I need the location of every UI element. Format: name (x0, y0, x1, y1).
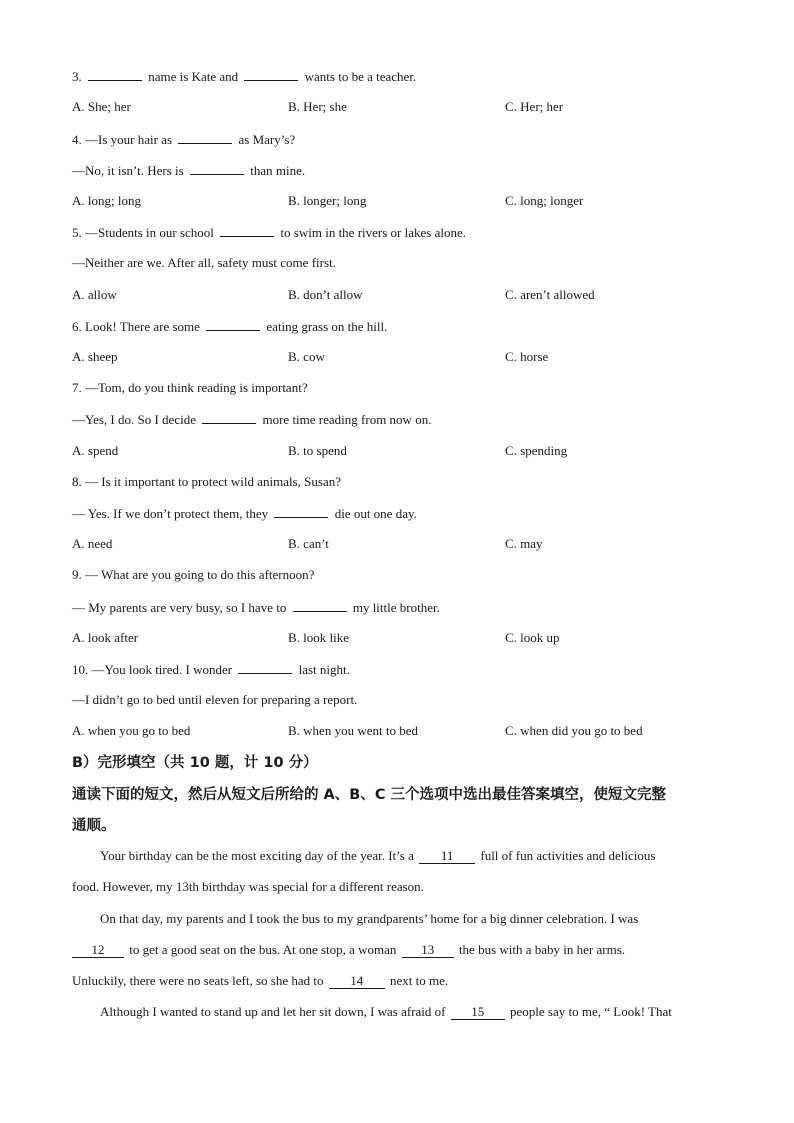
question-3-options (72, 99, 732, 115)
option-a[interactable]: A. sheep (72, 349, 118, 364)
passage-line: food. However, my 13th birthday was special for a different reason. (72, 879, 424, 894)
question-6-options (72, 349, 732, 365)
answer-blank (220, 224, 274, 237)
question-5-reply: —Neither are we. After all, safety must come first. (72, 255, 336, 270)
question-10-reply: —I didn’t go to bed until eleven for preparing a report. (72, 692, 358, 707)
cloze-blank-15[interactable]: 15 (451, 1005, 505, 1020)
option-c[interactable]: C. may (505, 536, 543, 551)
option-a[interactable]: A. need (72, 536, 113, 551)
option-b[interactable]: B. Her; she (288, 99, 347, 114)
cloze-blank-13[interactable]: 13 (402, 943, 454, 958)
section-b-instructions-line2: 通顺。 (72, 818, 116, 834)
question-9-options (72, 630, 732, 646)
question-7-stem: 7. —Tom, do you think reading is important? (72, 380, 308, 395)
question-5-options (72, 287, 732, 303)
answer-blank (88, 68, 142, 81)
question-10-stem: 10. —You look tired. I wonder last night. (72, 662, 350, 677)
cloze-blank-11[interactable]: 11 (419, 849, 475, 864)
option-b[interactable]: B. look like (288, 630, 350, 645)
option-c[interactable]: C. when did you go to bed (505, 723, 643, 738)
question-9-reply: — My parents are very busy, so I have to my little brother. (72, 600, 440, 615)
option-a[interactable]: A. She; her (72, 99, 131, 114)
option-a[interactable]: A. look after (72, 630, 139, 645)
cloze-blank-14[interactable]: 14 (329, 974, 385, 989)
option-b[interactable]: B. to spend (288, 443, 347, 458)
question-10-options (72, 723, 732, 739)
answer-blank (206, 318, 260, 331)
question-8-reply: — Yes. If we don’t protect them, they die out one day. (72, 506, 417, 521)
option-c[interactable]: C. long; longer (505, 193, 584, 208)
option-b[interactable]: B. when you went to bed (288, 723, 418, 738)
answer-blank (238, 661, 292, 674)
question-8-stem: 8. — Is it important to protect wild animals, Susan? (72, 474, 341, 489)
passage-line: On that day, my parents and I took the bus to my grandparents’ home for a big dinner celebration. I was (100, 911, 639, 926)
answer-blank (190, 162, 244, 175)
question-8-options (72, 536, 732, 552)
option-c[interactable]: C. spending (505, 443, 568, 458)
option-b[interactable]: B. don’t allow (288, 287, 363, 302)
passage-line: Although I wanted to stand up and let her sit down, I was afraid of 15 people say to me, “ Look! That (100, 1004, 672, 1019)
passage-line: 12 to get a good seat on the bus. At one stop, a woman 13 the bus with a baby in her arms. (72, 942, 625, 958)
answer-blank (202, 411, 256, 424)
section-b-instructions-line1: 通读下面的短文，然后从短文后所给的 A、B、C 三个选项中选出最佳答案填空，使短文完整 (72, 787, 667, 803)
question-5-stem: 5. —Students in our school to swim in the rivers or lakes alone. (72, 225, 466, 240)
question-4-stem: 4. —Is your hair as as Mary’s? (72, 132, 296, 147)
answer-blank (244, 68, 298, 81)
section-b-title: B）完形填空（共 10 题，计 10 分） (72, 755, 318, 771)
passage-line: Your birthday can be the most exciting day of the year. It’s a 11 full of fun activities and delicious (100, 848, 656, 863)
question-4-options (72, 193, 732, 209)
option-a[interactable]: A. spend (72, 443, 119, 458)
option-b[interactable]: B. cow (288, 349, 325, 364)
passage-line: Unluckily, there were no seats left, so she had to 14 next to me. (72, 973, 449, 988)
option-a[interactable]: A. long; long (72, 193, 141, 208)
question-7-options (72, 443, 732, 459)
option-b[interactable]: B. longer; long (288, 193, 367, 208)
option-a[interactable]: A. allow (72, 287, 117, 302)
question-4-reply: —No, it isn’t. Hers is than mine. (72, 163, 306, 178)
option-a[interactable]: A. when you go to bed (72, 723, 191, 738)
question-3-stem: 3. name is Kate and wants to be a teacher. (72, 69, 417, 84)
answer-blank (274, 505, 328, 518)
question-7-reply: —Yes, I do. So I decide more time reading from now on. (72, 412, 432, 427)
option-c[interactable]: C. look up (505, 630, 560, 645)
cloze-blank-12[interactable]: 12 (72, 943, 124, 958)
answer-blank (178, 131, 232, 144)
answer-blank (293, 599, 347, 612)
option-b[interactable]: B. can’t (288, 536, 329, 551)
option-c[interactable]: C. horse (505, 349, 549, 364)
option-c[interactable]: C. aren’t allowed (505, 287, 595, 302)
question-9-stem: 9. — What are you going to do this afternoon? (72, 567, 315, 582)
option-c[interactable]: C. Her; her (505, 99, 564, 114)
question-6-stem: 6. Look! There are some eating grass on the hill. (72, 319, 388, 334)
